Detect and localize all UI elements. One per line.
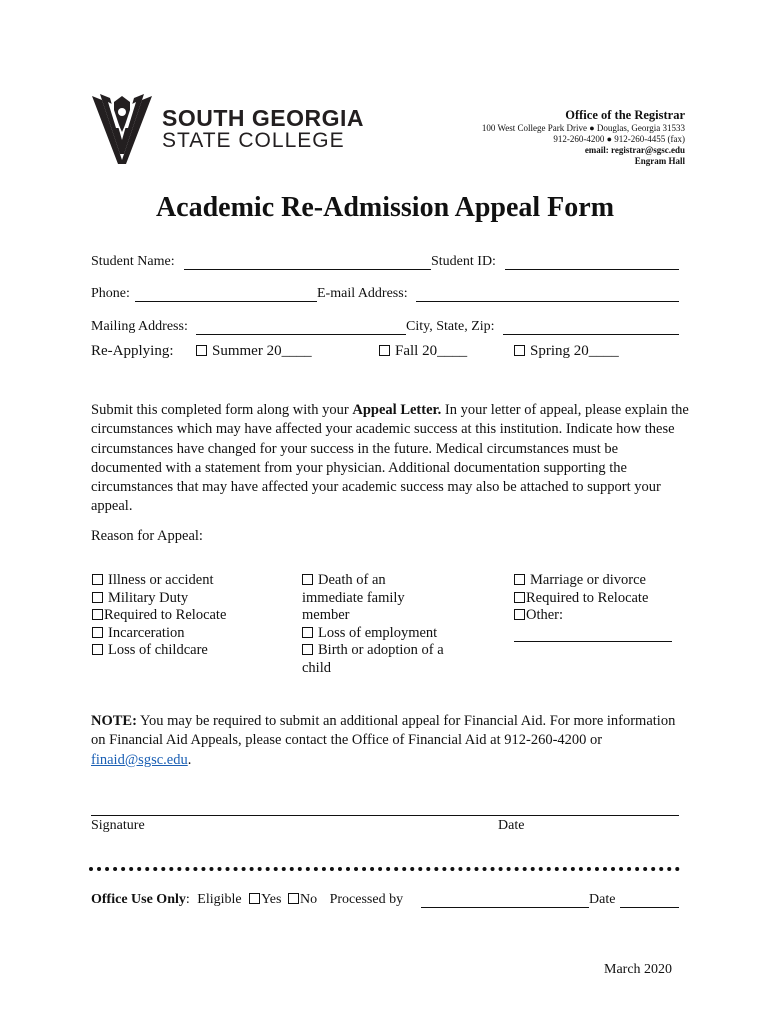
processed-by-label: Processed by — [329, 892, 404, 907]
fall-option[interactable] — [379, 343, 467, 360]
office-use-label: Office Use Only — [91, 892, 186, 907]
registrar-address: 100 West College Park Drive ● Douglas, Georgia 31533 — [481, 123, 685, 133]
registrar-phone: 912-260-4200 ● 912-260-4455 (fax) — [553, 134, 685, 144]
reason-employment[interactable]: Loss of employment — [302, 625, 444, 643]
dotted-divider — [89, 867, 680, 871]
note-text: You may be required to submit an additional appeal for Financial Aid. For more information on Financial Aid Appeals, please contact the Office of Financial Aid at 912-260-4200 or — [91, 713, 676, 749]
phone-label: Phone: — [91, 286, 130, 301]
reason-birth[interactable]: Birth or adoption of a — [302, 642, 444, 660]
email-input[interactable] — [416, 301, 679, 302]
fall-checkbox[interactable] — [379, 345, 390, 356]
summer-checkbox[interactable] — [196, 345, 207, 356]
finaid-email-link[interactable]: finaid@sgsc.edu — [91, 751, 188, 768]
footer-date: March 2020 — [604, 962, 673, 977]
reasons-column-3 — [514, 572, 648, 625]
reasons-column-2 — [302, 572, 444, 678]
reason-label: Reason for Appeal: — [91, 528, 203, 544]
form-title: Academic Re-Admission Appeal Form — [155, 192, 615, 223]
reason-relocate-2[interactable]: Required to Relocate — [514, 590, 648, 608]
checkbox[interactable] — [302, 574, 313, 585]
checkbox[interactable] — [92, 609, 103, 620]
office-use-row: Office Use Only: Eligible Yes No Processed by — [91, 892, 404, 907]
office-date-input[interactable] — [620, 907, 679, 908]
reason-incarceration[interactable]: Incarceration — [92, 625, 226, 643]
reason-death[interactable]: Death of an — [302, 572, 444, 590]
reapplying-label: Re-Applying: — [91, 343, 174, 359]
city-state-zip-input[interactable] — [503, 334, 679, 335]
checkbox[interactable] — [302, 627, 313, 638]
spring-checkbox[interactable] — [514, 345, 525, 356]
student-id-input[interactable] — [505, 269, 679, 270]
date-label: Date — [498, 818, 525, 833]
signature-line[interactable] — [91, 815, 679, 816]
processed-by-input[interactable] — [421, 907, 589, 908]
reason-childcare[interactable]: Loss of childcare — [92, 642, 226, 660]
logo-line2: STATE COLLEGE — [162, 129, 345, 152]
reason-death-line2: immediate family — [302, 589, 405, 606]
instructions-paragraph — [91, 401, 691, 517]
city-state-zip-label: City, State, Zip: — [406, 319, 495, 334]
reason-death-line3: member — [302, 607, 350, 624]
note-label: NOTE: — [91, 713, 137, 729]
student-id-label: Student ID: — [431, 254, 496, 269]
logo-line1: SOUTH GEORGIA — [162, 105, 365, 131]
reason-illness[interactable]: Illness or accident — [92, 572, 226, 590]
reason-military[interactable]: Military Duty — [92, 590, 226, 608]
instructions-post: In your letter of appeal, please explain the circumstances which may have affected your academic success at this institution. Indicate how these circumstances have changed for your success in the future. Medical circumstances must be documented with a statement from your physician. Additional documentation supporting the circumstances that may have affected your academic success may also be attached to support your appeal. — [91, 402, 689, 515]
checkbox[interactable] — [92, 574, 103, 585]
office-date-label: Date — [589, 892, 616, 907]
phone-input[interactable] — [135, 301, 317, 302]
fall-label: Fall 20____ — [395, 343, 468, 359]
student-name-label: Student Name: — [91, 254, 175, 269]
college-logo — [90, 92, 400, 164]
mailing-address-label: Mailing Address: — [91, 319, 188, 334]
eligible-label: Eligible — [197, 892, 242, 907]
no-label: No — [299, 892, 318, 907]
checkbox[interactable] — [514, 574, 525, 585]
signature-label: Signature — [91, 818, 145, 833]
no-checkbox[interactable] — [288, 893, 299, 904]
yes-checkbox[interactable] — [249, 893, 260, 904]
spring-option[interactable] — [514, 343, 619, 360]
checkbox[interactable] — [514, 592, 525, 603]
registrar-title: Office of the Registrar — [565, 108, 685, 122]
shield-logo-icon — [90, 92, 154, 164]
other-reason-input[interactable] — [514, 641, 672, 642]
reason-marriage[interactable]: Marriage or divorce — [514, 572, 648, 590]
checkbox[interactable] — [302, 644, 313, 655]
reason-birth-line2: child — [302, 659, 331, 676]
registrar-building: Engram Hall — [634, 156, 685, 166]
student-name-input[interactable] — [184, 269, 431, 270]
spring-label: Spring 20____ — [530, 343, 619, 359]
summer-label: Summer 20____ — [212, 343, 312, 359]
reason-other[interactable]: Other: — [514, 607, 648, 625]
instructions-pre: Submit this completed form along with your — [91, 402, 353, 418]
mailing-address-input[interactable] — [196, 334, 406, 335]
note-paragraph: NOTE: You may be required to submit an additional appeal for Financial Aid. For more information on Financial Aid Appeals, please contact the Office of Financial Aid at 912-260-4200 or finaid@sgsc.edu. — [91, 713, 676, 768]
registrar-info — [482, 108, 685, 167]
checkbox[interactable] — [514, 609, 525, 620]
reason-relocate[interactable]: Required to Relocate — [92, 607, 226, 625]
appeal-letter-bold: Appeal Letter. — [352, 402, 442, 418]
yes-label: Yes — [261, 892, 282, 907]
checkbox[interactable] — [92, 592, 103, 603]
email-label: E-mail Address: — [317, 286, 408, 301]
checkbox[interactable] — [92, 644, 103, 655]
reasons-column-1 — [92, 572, 226, 660]
registrar-email: email: registrar@sgsc.edu — [584, 145, 685, 155]
summer-option[interactable] — [196, 343, 312, 360]
checkbox[interactable] — [92, 627, 103, 638]
